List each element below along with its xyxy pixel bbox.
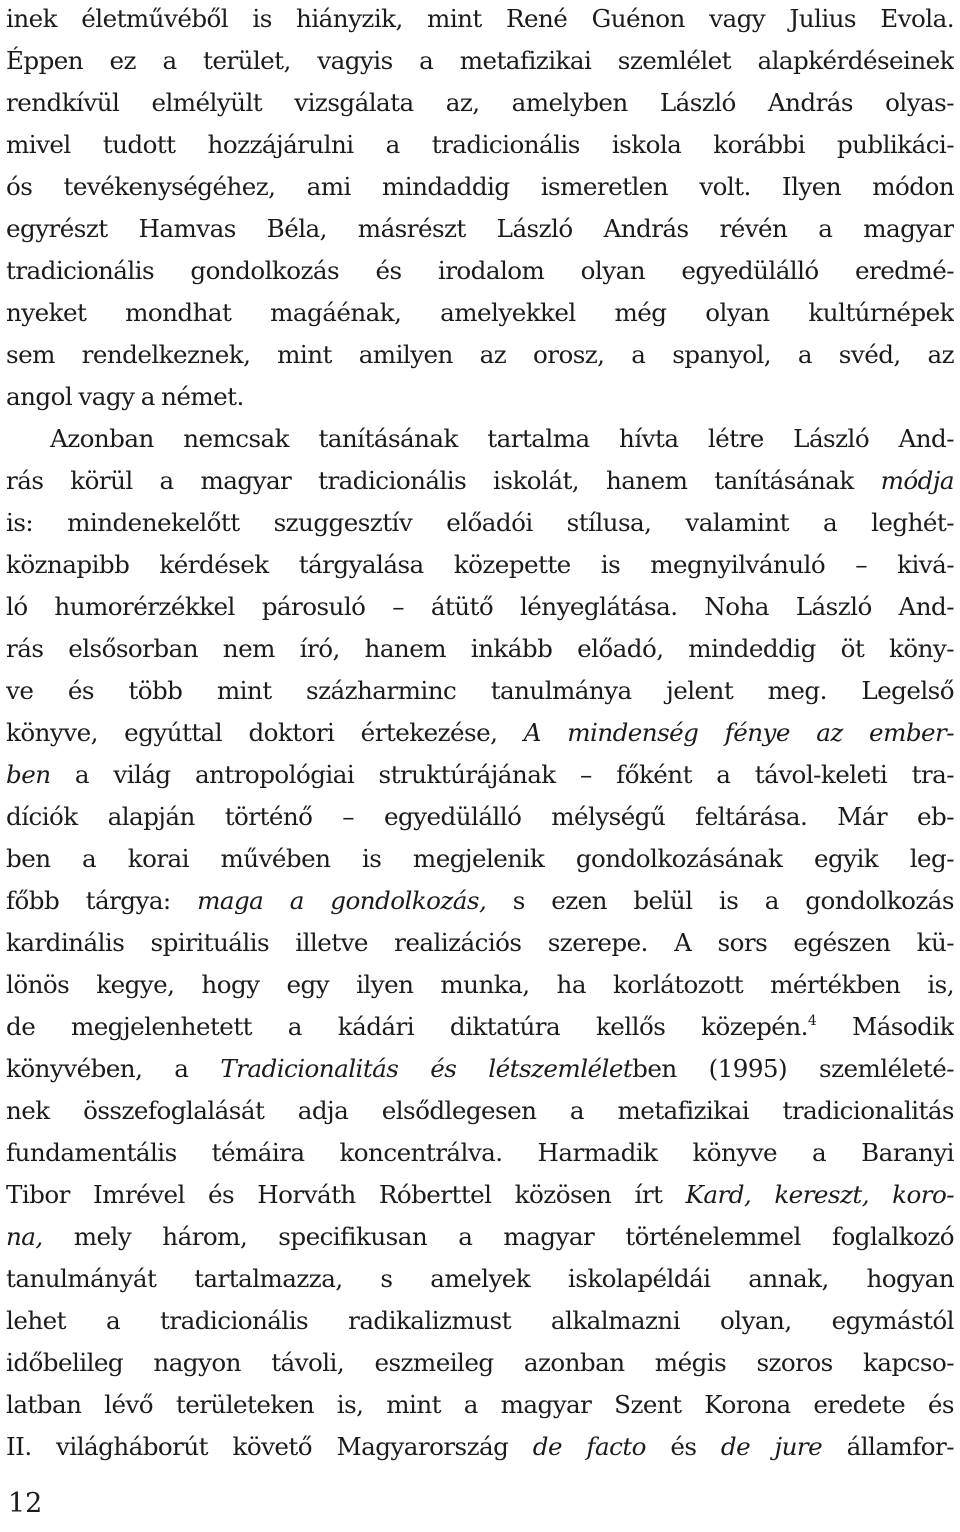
- text-line: inek életművéből is hiányzik, mint René Guénon vagy Julius Evola.: [6, 4, 954, 33]
- text-run: államfor-: [822, 1432, 954, 1461]
- text-line: fundamentális témáira koncentrálva. Harmadik könyve a Baranyi: [6, 1138, 954, 1167]
- text-run: Második: [816, 1012, 954, 1041]
- text-line: ós tevékenységéhez, ami mindaddig ismeretlen volt. Ilyen módon: [6, 172, 954, 201]
- text-line: lehet a tradicionális radikalizmust alkalmazni olyan, egymástól: [6, 1306, 954, 1335]
- text-line: lönös kegye, hogy egy ilyen munka, ha korlátozott mértékben is,: [6, 970, 954, 999]
- text-line: [6, 1174, 954, 1216]
- text-run: a világ antropológiai struktúrájának – főként a távol-keleti tra-: [50, 760, 954, 789]
- italic-book-title: Tradicionalitás és létszemlélet: [220, 1054, 633, 1083]
- text-run: főbb tárgya:: [6, 886, 198, 915]
- text-run: mely három, specifikusan a magyar történelemmel foglalkozó: [42, 1222, 954, 1251]
- text-line: díciók alapján történő – egyedülálló mélységű feltárása. Már eb-: [6, 802, 954, 831]
- body-text: [6, 0, 954, 1468]
- text-run: s ezen belül is a gondolkozás: [486, 886, 954, 915]
- text-run: és: [645, 1432, 721, 1461]
- paragraph-first-line: Azonban nemcsak tanításának tartalma hívta létre László And-: [50, 424, 954, 453]
- text-line: időbelileg nagyon távoli, eszmeileg azonban mégis szoros kapcso-: [6, 1348, 954, 1377]
- text-line: [6, 754, 954, 796]
- text-line: mivel tudott hozzájárulni a tradicionális iskola korábbi publikáci-: [6, 130, 954, 159]
- text-line: angol vagy a német.: [6, 382, 244, 411]
- text-line: [6, 880, 954, 922]
- text-line: tradicionális gondolkozás és irodalom olyan egyedülálló eredmé-: [6, 256, 954, 285]
- text-run: rás körül a magyar tradicionális iskolát, hanem tanításának: [6, 466, 881, 495]
- italic-book-title: A mindenség fénye az ember-: [523, 718, 954, 747]
- text-line: ve és több mint százharminc tanulmánya jelent meg. Legelső: [6, 676, 954, 705]
- text-line: [6, 712, 954, 754]
- text-line: [6, 460, 954, 502]
- page-number: 12: [8, 1488, 43, 1519]
- text-run: ben (1995) szemléleté-: [632, 1054, 954, 1083]
- text-line: köznapibb kérdések tárgyalása közepette is megnyilvánuló – kivá-: [6, 550, 954, 579]
- text-line: [6, 1216, 954, 1258]
- text-run: Tibor Imrével és Horváth Róberttel közösen írt: [6, 1180, 686, 1209]
- text-line: tanulmányát tartalmazza, s amelyek iskolapéldái annak, hogyan: [6, 1264, 954, 1293]
- text-line: kardinális spirituális illetve realizációs szerepe. A sors egészen kü-: [6, 928, 954, 957]
- text-line: ló humorérzékkel párosuló – átütő lényeglátása. Noha László And-: [6, 592, 954, 621]
- text-line: [6, 1426, 954, 1468]
- text-line: nek összefoglalását adja elsődlegesen a metafizikai tradicionalitás: [6, 1096, 954, 1125]
- italic-book-title: na,: [6, 1222, 43, 1251]
- italic-book-title: ben: [6, 760, 51, 789]
- italic-text: de facto: [532, 1432, 646, 1461]
- text-line: [6, 1048, 954, 1090]
- text-line: Éppen ez a terület, vagyis a metafizikai szemlélet alapkérdéseinek: [6, 46, 954, 75]
- italic-book-title: Kard, kereszt, koro-: [685, 1180, 954, 1209]
- text-line: is: mindenekelőtt szuggesztív előadói stílusa, valamint a leghét-: [6, 508, 954, 537]
- text-line: latban lévő területeken is, mint a magyar Szent Korona eredete és: [6, 1390, 954, 1419]
- footnote-marker: 4: [807, 1013, 817, 1029]
- text-line: nyeket mondhat magáénak, amelyekkel még olyan kultúrnépek: [6, 298, 954, 327]
- text-line: sem rendelkeznek, mint amilyen az orosz, a spanyol, a svéd, az: [6, 340, 954, 369]
- text-line: rás elsősorban nem író, hanem inkább előadó, mindeddig öt köny-: [6, 634, 954, 663]
- text-run: II. világháborút követő Magyarország: [6, 1432, 533, 1461]
- italic-text: de jure: [720, 1432, 823, 1461]
- italic-text: maga a gondolkozás,: [197, 886, 487, 915]
- italic-text: módja: [880, 466, 954, 495]
- text-run: könyvében, a: [6, 1054, 221, 1083]
- text-run: de megjelenhetett a kádári diktatúra kellős közepén.: [6, 1012, 808, 1041]
- text-line: rendkívül elmélyült vizsgálata az, amelyben László András olyas-: [6, 88, 954, 117]
- text-line: egyrészt Hamvas Béla, másrészt László András révén a magyar: [6, 214, 954, 243]
- text-line: ben a korai művében is megjelenik gondolkozásának egyik leg-: [6, 844, 954, 873]
- text-line: [6, 1006, 954, 1048]
- text-run: könyve, egyúttal doktori értekezése,: [6, 718, 524, 747]
